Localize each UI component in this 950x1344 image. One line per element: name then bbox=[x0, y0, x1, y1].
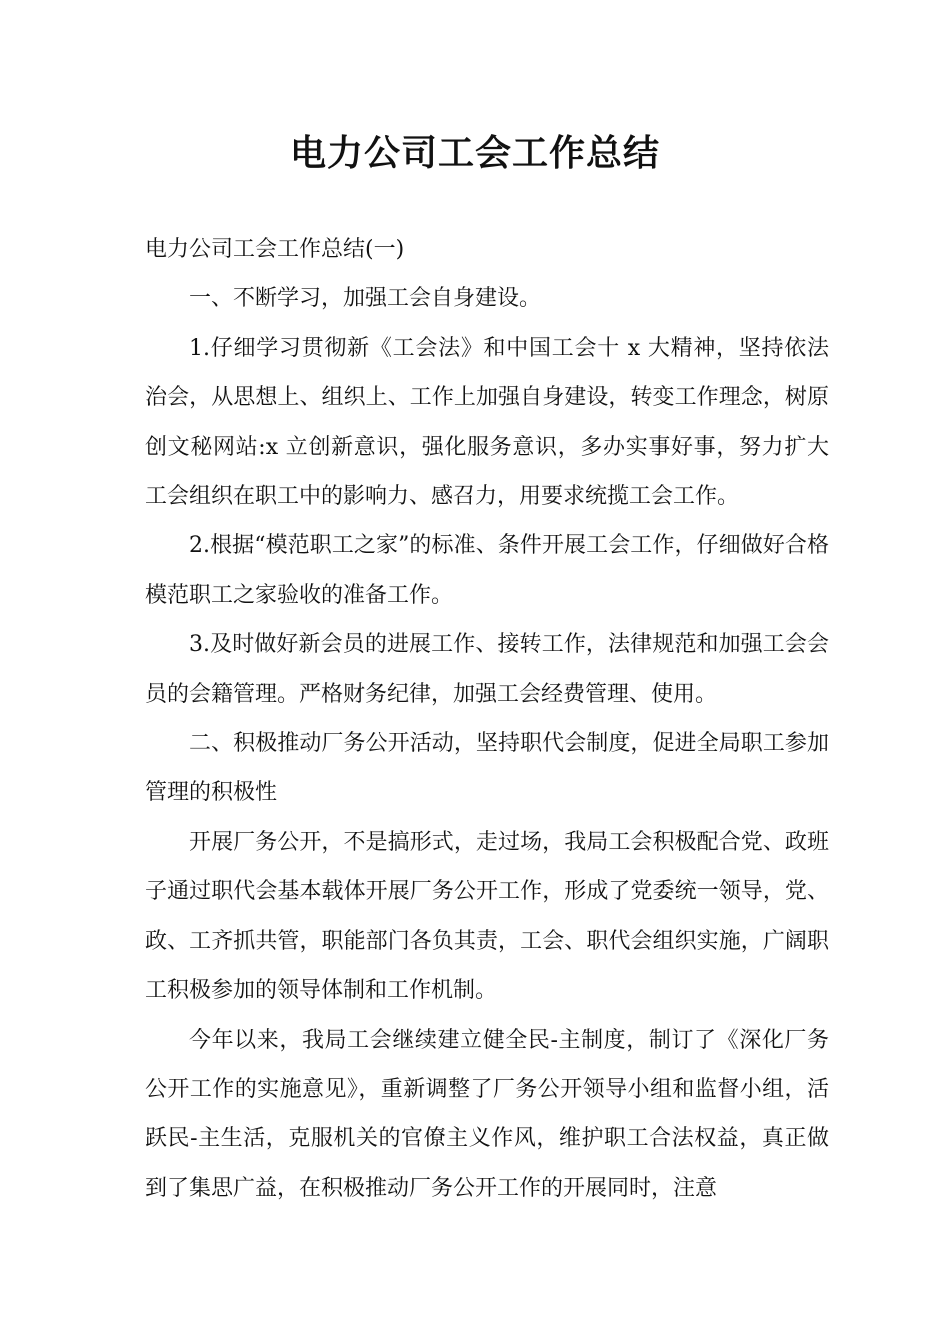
paragraph-2: 1.仔细学习贯彻新《工会法》和中国工会十 x 大精神，坚持依法治会，从思想上、组织上、工作上加强自身建设，转变工作理念，树原创文秘网站:x 立创新意识，强化服务意识，多办实事好事，努力扩大工会组织在职工中的影响力、感召力，用要求统揽工会工作。 bbox=[145, 335, 829, 510]
section-heading-paragraph: 电力公司工会工作总结(一) bbox=[145, 237, 405, 262]
paragraph-3: 2.根据“模范职工之家”的标准、条件开展工会工作，仔细做好合格模范职工之家验收的准备工作。 bbox=[145, 533, 829, 608]
document-title: 电力公司工会工作总结 bbox=[289, 133, 660, 174]
paragraph-7: 今年以来，我局工会继续建立健全民-主制度，制订了《深化厂务公开工作的实施意见》，重新调整了厂务公开领导小组和监督小组，活跃民-主生活，克服机关的官僚主义作风，维护职工合法权益，真正做到了集思广益，在积极推动厂务公开工作的开展同时，注意 bbox=[145, 1027, 829, 1201]
paragraph-4: 3.及时做好新会员的进展工作、接转工作，法律规范和加强工会会员的会籍管理。严格财务纪律，加强工会经费管理、使用。 bbox=[145, 632, 829, 707]
document-body bbox=[145, 225, 829, 1213]
paragraph-1: 一、不断学习，加强工会自身建设。 bbox=[189, 286, 542, 312]
paragraph-5: 二、积极推动厂务公开活动，坚持职代会制度，促进全局职工参加管理的积极性 bbox=[145, 731, 829, 806]
paragraph-6: 开展厂务公开，不是搞形式，走过场，我局工会积极配合党、政班子通过职代会基本载体开展厂务公开工作，形成了党委统一领导，党、政、工齐抓共管，职能部门各负其责，工会、职代会组织实施，广阔职工积极参加的领导体制和工作机制。 bbox=[145, 829, 829, 1004]
